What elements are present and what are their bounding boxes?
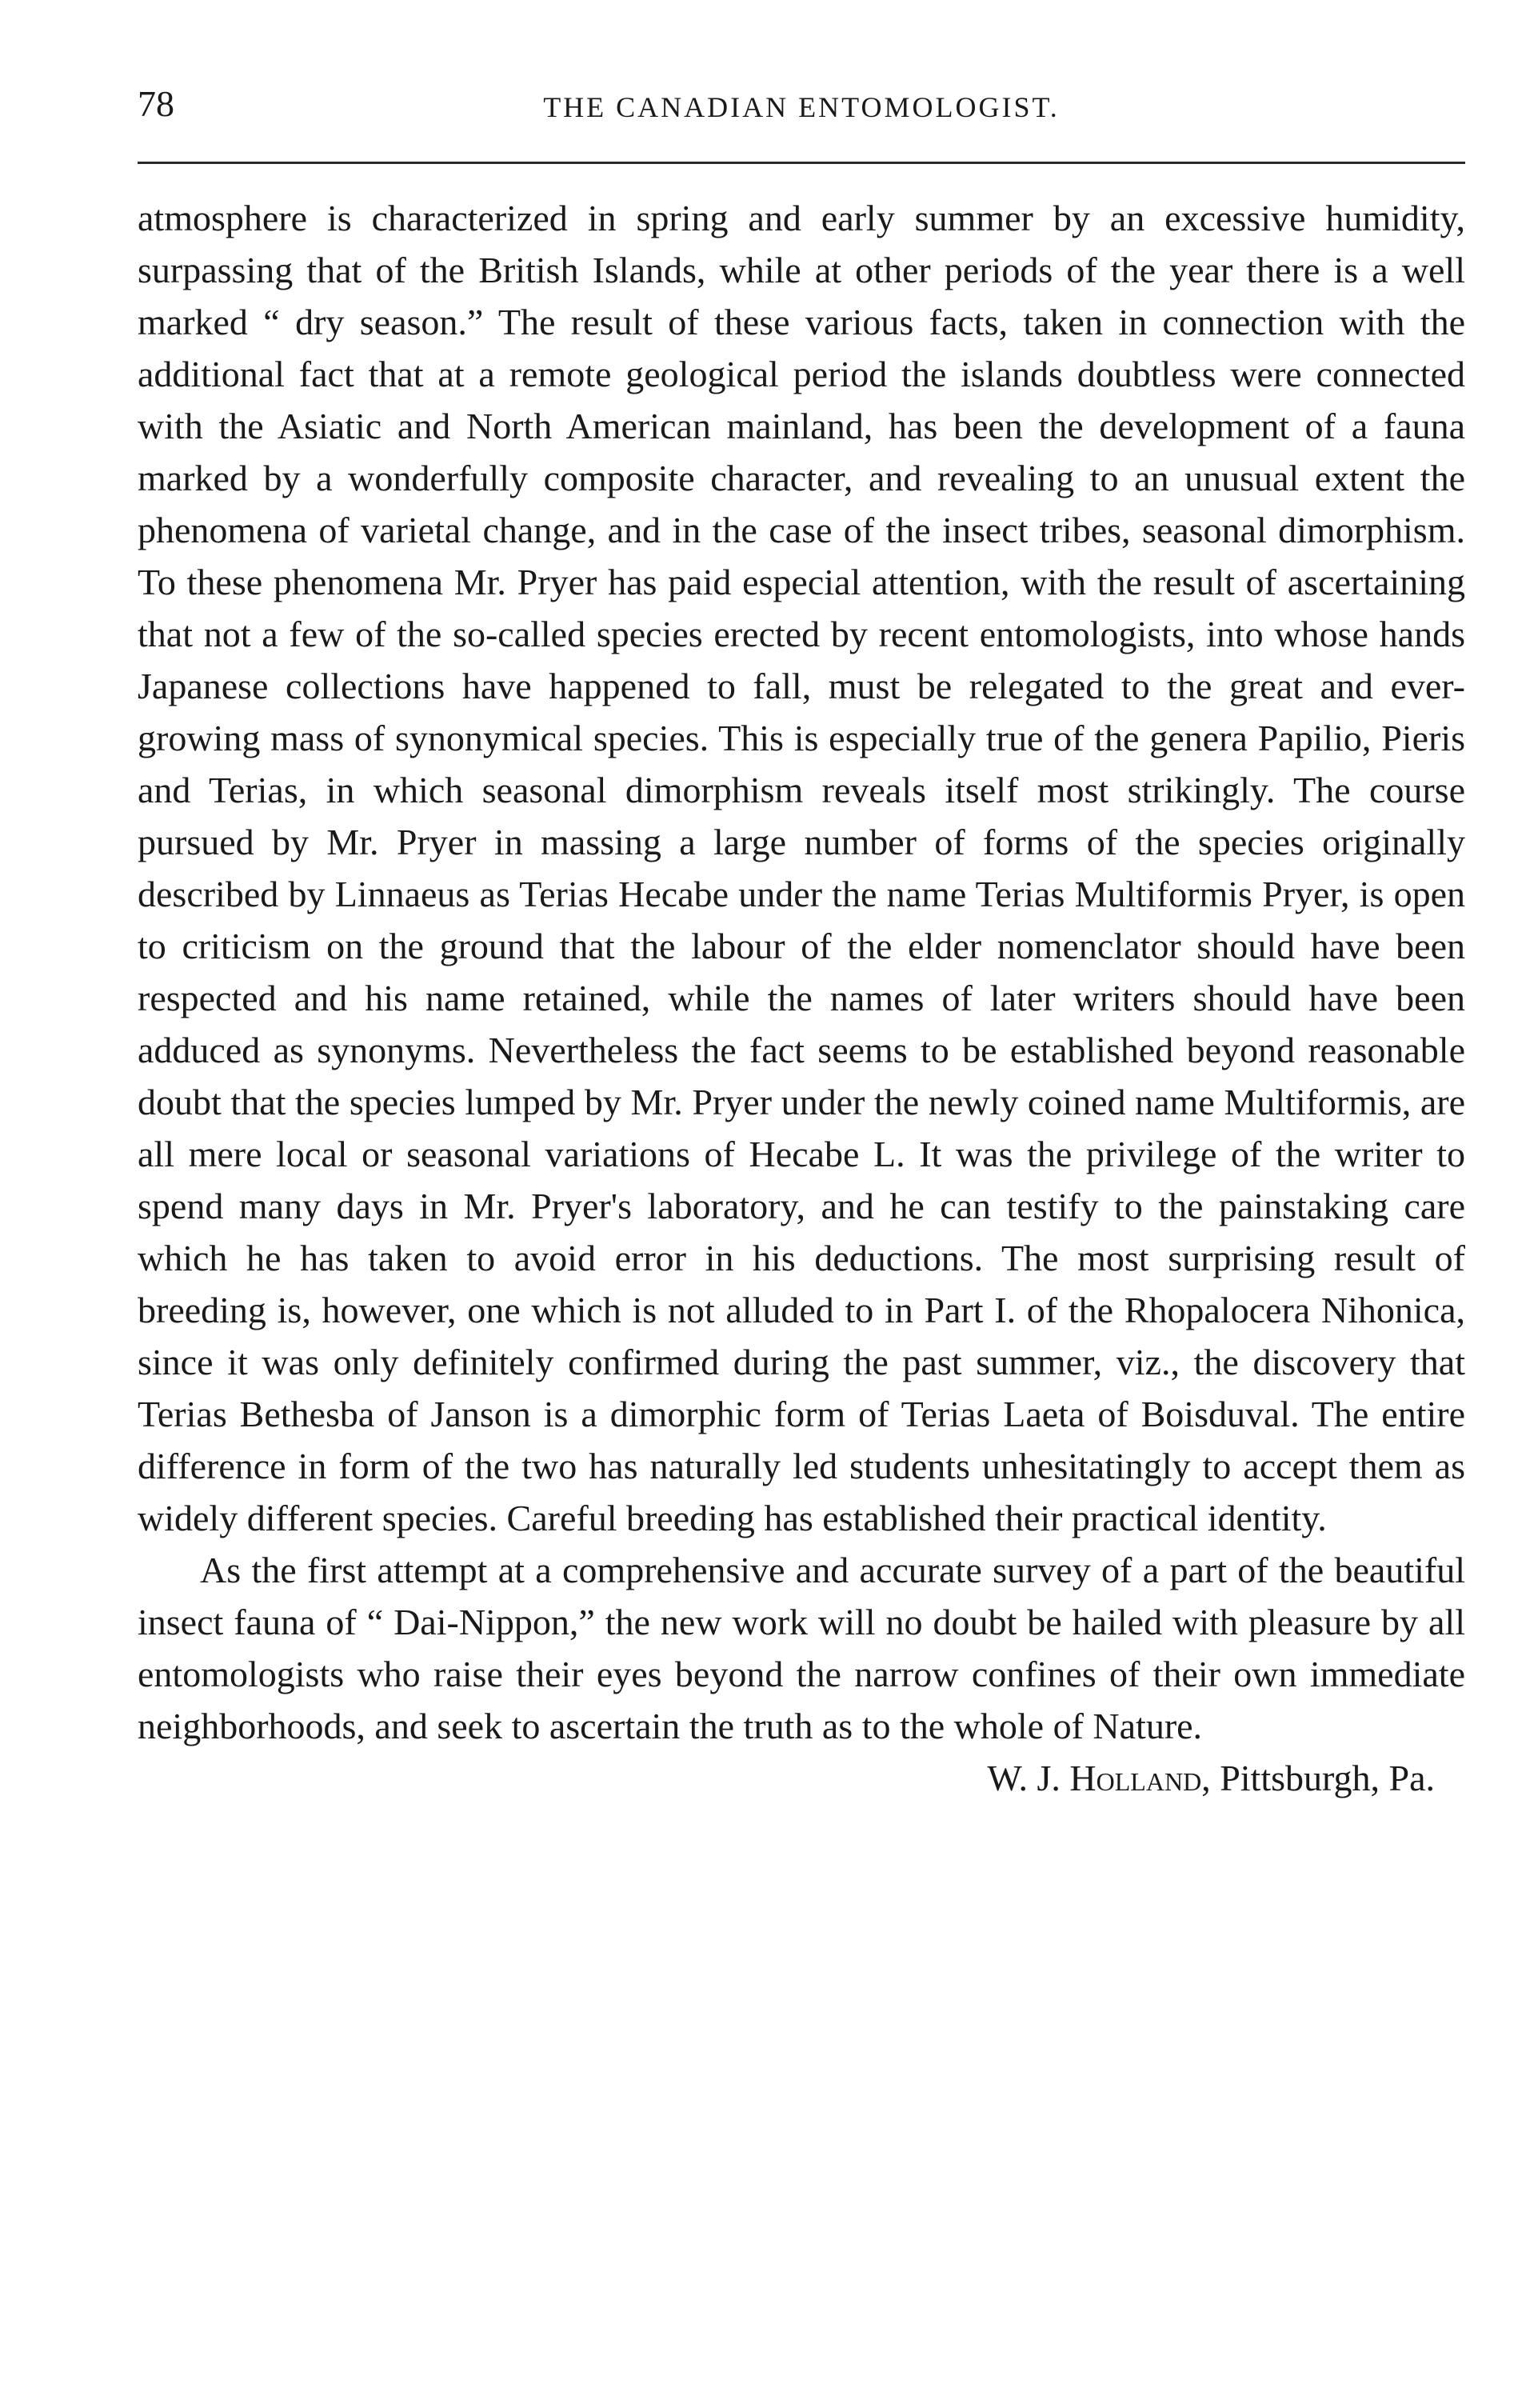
- article-body: [138, 192, 1465, 1804]
- running-head: THE CANADIAN ENTOMOLOGIST.: [543, 91, 1060, 123]
- paragraph: As the first attempt at a comprehensive and accurate survey of a part of the beautiful insect fauna of “ Dai-Nippon,” the new work will no doubt be hailed with pleasure by all entomologists who raise their eyes beyond the narrow confines of their own immediate neighborhoods, and seek to ascertain the truth as to the whole of Nature.: [138, 1550, 1465, 1746]
- header-rule: [138, 162, 1465, 164]
- paragraph: atmosphere is characterized in spring and early summer by an excessive humidity, surpassing that of the British Islands, while at other periods of the year there is a well marked “ dry season.” The result of these various facts, taken in connection with the additional fact that at a remote geological period the islands doubtless were connected with the Asiatic and North American mainland, has been the development of a fauna marked by a wonderfully composite character, and revealing to an unusual extent the phenomena of varietal change, and in the case of the insect tribes, seasonal dimorphism. To these phenomena Mr. Pryer has paid especial attention, with the result of ascertaining that not a few of the so-called species erected by recent entomologists, into whose hands Japanese collections have happened to fall, must be relegated to the great and ever-growing mass of synonymical species. This is especially true of the genera Papilio, Pieris and Terias, in which seasonal dimorphism reveals itself most strikingly. The course pursued by Mr. Pryer in massing a large number of forms of the species originally described by Linnaeus as Terias Hecabe under the name Terias Multiformis Pryer, is open to criticism on the ground that the labour of the elder nomenclator should have been respected and his name retained, while the names of later writers should have been adduced as synonyms. Nevertheless the fact seems to be established beyond reasonable doubt that the species lumped by Mr. Pryer under the newly coined name Multiformis, are all mere local or seasonal variations of Hecabe L. It was the privilege of the writer to spend many days in Mr. Pryer's laboratory, and he can testify to the painstaking care which he has taken to avoid error in his deductions. The most surprising result of breeding is, however, one which is not alluded to in Part I. of the Rhopalocera Nihonica, since it was only definitely confirmed during the past summer, viz., the discovery that Terias Bethesba of Janson is a dimorphic form of Terias Laeta of Boisduval. The entire difference in form of the two has naturally led students unhesitatingly to accept them as widely different species. Careful breeding has established their practical identity.: [138, 198, 1465, 1538]
- page-header: [138, 80, 1465, 136]
- signature: [138, 1752, 1465, 1804]
- page-number: 78: [138, 83, 174, 124]
- signature-author: W. J. Holland,: [987, 1758, 1211, 1798]
- signature-place: Pittsburgh, Pa.: [1210, 1758, 1435, 1798]
